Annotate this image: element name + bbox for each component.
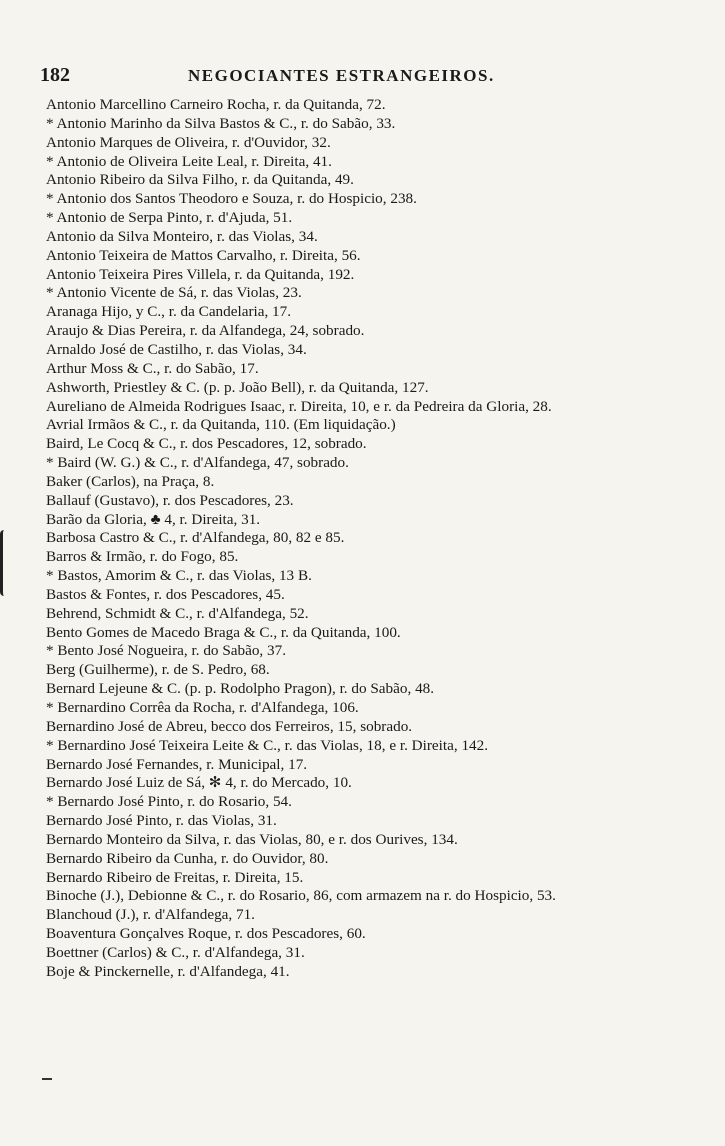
directory-entry: Bernardino José de Abreu, becco dos Ferreiros, 15, sobrado. (46, 717, 413, 735)
directory-entry: Ashworth, Priestley & C. (p. p. João Bell), r. da Quitanda, 127. (46, 378, 429, 396)
directory-entry: Baker (Carlos), na Praça, 8. (46, 472, 215, 490)
page-end-dash (42, 1078, 52, 1080)
directory-entry: * Antonio dos Santos Theodoro e Souza, r. do Hospicio, 238. (46, 190, 417, 208)
directory-entry: Arnaldo José de Castilho, r. das Violas, 34. (46, 340, 307, 358)
directory-entry: Bernardo José Pinto, r. das Violas, 31. (46, 812, 277, 830)
directory-entry: * Bernardo José Pinto, r. do Rosario, 54. (46, 793, 292, 811)
directory-entry: Aranaga Hijo, y C., r. da Candelaria, 17. (46, 303, 292, 321)
directory-entry: * Bento José Nogueira, r. do Sabão, 37. (46, 642, 287, 660)
directory-entry: Boje & Pinckernelle, r. d'Alfandega, 41. (46, 962, 290, 980)
directory-entry: Barbosa Castro & C., r. d'Alfandega, 80, 82 e 85. (46, 529, 345, 547)
directory-entry: Antonio Teixeira Pires Villela, r. da Quitanda, 192. (46, 265, 355, 283)
directory-entry: Berg (Guilherme), r. de S. Pedro, 68. (46, 661, 270, 679)
directory-entry: Behrend, Schmidt & C., r. d'Alfandega, 52. (46, 604, 309, 622)
directory-list (46, 96, 686, 982)
directory-entry: Antonio da Silva Monteiro, r. das Violas, 34. (46, 227, 318, 245)
directory-entry: Bernardo José Luiz de Sá, ✻ 4, r. do Mercado, 10. (46, 774, 352, 792)
directory-entry: Araujo & Dias Pereira, r. da Alfandega, 24, sobrado. (46, 322, 365, 340)
binding-mark (0, 530, 13, 596)
directory-entry: Bastos & Fontes, r. dos Pescadores, 45. (46, 585, 285, 603)
directory-entry: Antonio Teixeira de Mattos Carvalho, r. Direita, 56. (46, 246, 361, 264)
directory-entry: Bernardo Ribeiro de Freitas, r. Direita, 15. (46, 868, 304, 886)
directory-entry: Aureliano de Almeida Rodrigues Isaac, r. Direita, 10, e r. da Pedreira da Gloria, 28. (46, 397, 552, 415)
directory-entry: Blanchoud (J.), r. d'Alfandega, 71. (46, 906, 255, 924)
directory-entry: Antonio Marcellino Carneiro Rocha, r. da Quitanda, 72. (46, 96, 386, 113)
directory-entry: Boettner (Carlos) & C., r. d'Alfandega, 31. (46, 943, 305, 961)
directory-entry: Bernardo José Fernandes, r. Municipal, 17. (46, 755, 308, 773)
directory-entry: Baird, Le Cocq & C., r. dos Pescadores, 12, sobrado. (46, 435, 367, 453)
directory-entry: Antonio Ribeiro da Silva Filho, r. da Quitanda, 49. (46, 171, 354, 189)
directory-entry: * Bernardino Corrêa da Rocha, r. d'Alfandega, 106. (46, 699, 359, 716)
directory-entry: Arthur Moss & C., r. do Sabão, 17. (46, 359, 259, 377)
directory-entry: * Antonio de Oliveira Leite Leal, r. Direita, 41. (46, 152, 332, 170)
directory-entry: Binoche (J.), Debionne & C., r. do Rosario, 86, com armazem na r. do Hospicio, 53. (46, 887, 556, 905)
directory-entry: Barão da Gloria, ♣ 4, r. Direita, 31. (46, 510, 261, 528)
directory-entry: Bernardo Ribeiro da Cunha, r. do Ouvidor, 80. (46, 849, 329, 867)
directory-entry: * Antonio Vicente de Sá, r. das Violas, 23. (46, 284, 302, 302)
directory-entry: Barros & Irmão, r. do Fogo, 85. (46, 548, 239, 566)
page-header (40, 64, 680, 90)
directory-entry: Bernard Lejeune & C. (p. p. Rodolpho Pragon), r. do Sabão, 48. (46, 680, 435, 698)
directory-entry: * Antonio de Serpa Pinto, r. d'Ajuda, 51. (46, 209, 293, 227)
directory-entry: Bento Gomes de Macedo Braga & C., r. da Quitanda, 100. (46, 623, 401, 641)
directory-entry: * Bernardino José Teixeira Leite & C., r. das Violas, 18, e r. Direita, 142. (46, 736, 489, 754)
directory-entry: Bernardo Monteiro da Silva, r. das Violas, 80, e r. dos Ourives, 134. (46, 830, 458, 848)
directory-entry: Avrial Irmãos & C., r. da Quitanda, 110. (Em liquidação.) (46, 416, 396, 434)
directory-entry: * Antonio Marinho da Silva Bastos & C., r. do Sabão, 33. (46, 114, 396, 132)
directory-entry: * Bastos, Amorim & C., r. das Violas, 13 B. (46, 567, 312, 585)
directory-entry: Ballauf (Gustavo), r. dos Pescadores, 23. (46, 491, 294, 509)
running-title: NEGOCIANTES ESTRANGEIROS. (188, 66, 495, 85)
directory-entry: * Baird (W. G.) & C., r. d'Alfandega, 47, sobrado. (46, 454, 349, 472)
directory-entry: Boaventura Gonçalves Roque, r. dos Pescadores, 60. (46, 925, 366, 943)
directory-entry: Antonio Marques de Oliveira, r. d'Ouvidor, 32. (46, 133, 331, 151)
page-number: 182 (40, 64, 70, 86)
